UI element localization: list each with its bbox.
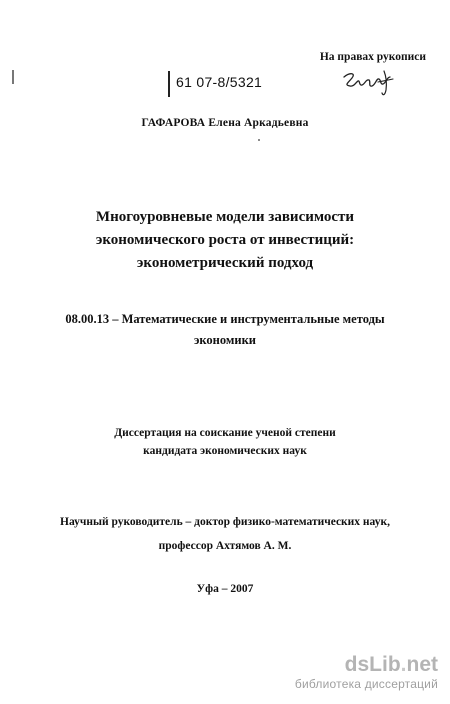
supervisor-line: профессор Ахтямов А. М. bbox=[158, 540, 292, 552]
archive-rule bbox=[168, 71, 170, 97]
title-line: экономического роста от инвестиций: bbox=[95, 232, 355, 248]
stray-mark bbox=[258, 139, 260, 141]
rights-note: На правах рукописи bbox=[319, 51, 426, 63]
handwritten-signature bbox=[340, 68, 398, 98]
dissertation-title bbox=[0, 206, 450, 275]
watermark-logo-dot: . bbox=[400, 653, 407, 676]
watermark-subtitle: библиотека диссертаций bbox=[294, 677, 438, 691]
watermark bbox=[295, 654, 438, 692]
specialty-line: 08.00.13 – Математические и инструментальные методы bbox=[65, 312, 385, 326]
author-name: ГАФАРОВА Елена Аркадьевна bbox=[141, 117, 309, 129]
degree-line: кандидата экономических наук bbox=[143, 445, 307, 457]
title-line: Многоуровневые модели зависимости bbox=[95, 209, 355, 225]
city-year: Уфа – 2007 bbox=[196, 583, 254, 595]
margin-mark bbox=[12, 70, 14, 84]
specialty-code bbox=[0, 309, 450, 351]
degree-line: Диссертация на соискание ученой степени bbox=[114, 427, 336, 439]
archive-number: 61 07-8/5321 bbox=[176, 74, 263, 90]
specialty-line: экономики bbox=[193, 333, 257, 347]
supervisor-line: Научный руководитель – доктор физико-математических наук, bbox=[60, 516, 390, 528]
title-line: эконометрический подход bbox=[136, 255, 314, 271]
watermark-logo bbox=[295, 654, 438, 676]
degree-statement bbox=[0, 424, 450, 460]
watermark-logo-tld: net bbox=[406, 653, 438, 676]
supervisor-block bbox=[0, 510, 450, 558]
watermark-logo-main: dsLib bbox=[344, 653, 401, 676]
